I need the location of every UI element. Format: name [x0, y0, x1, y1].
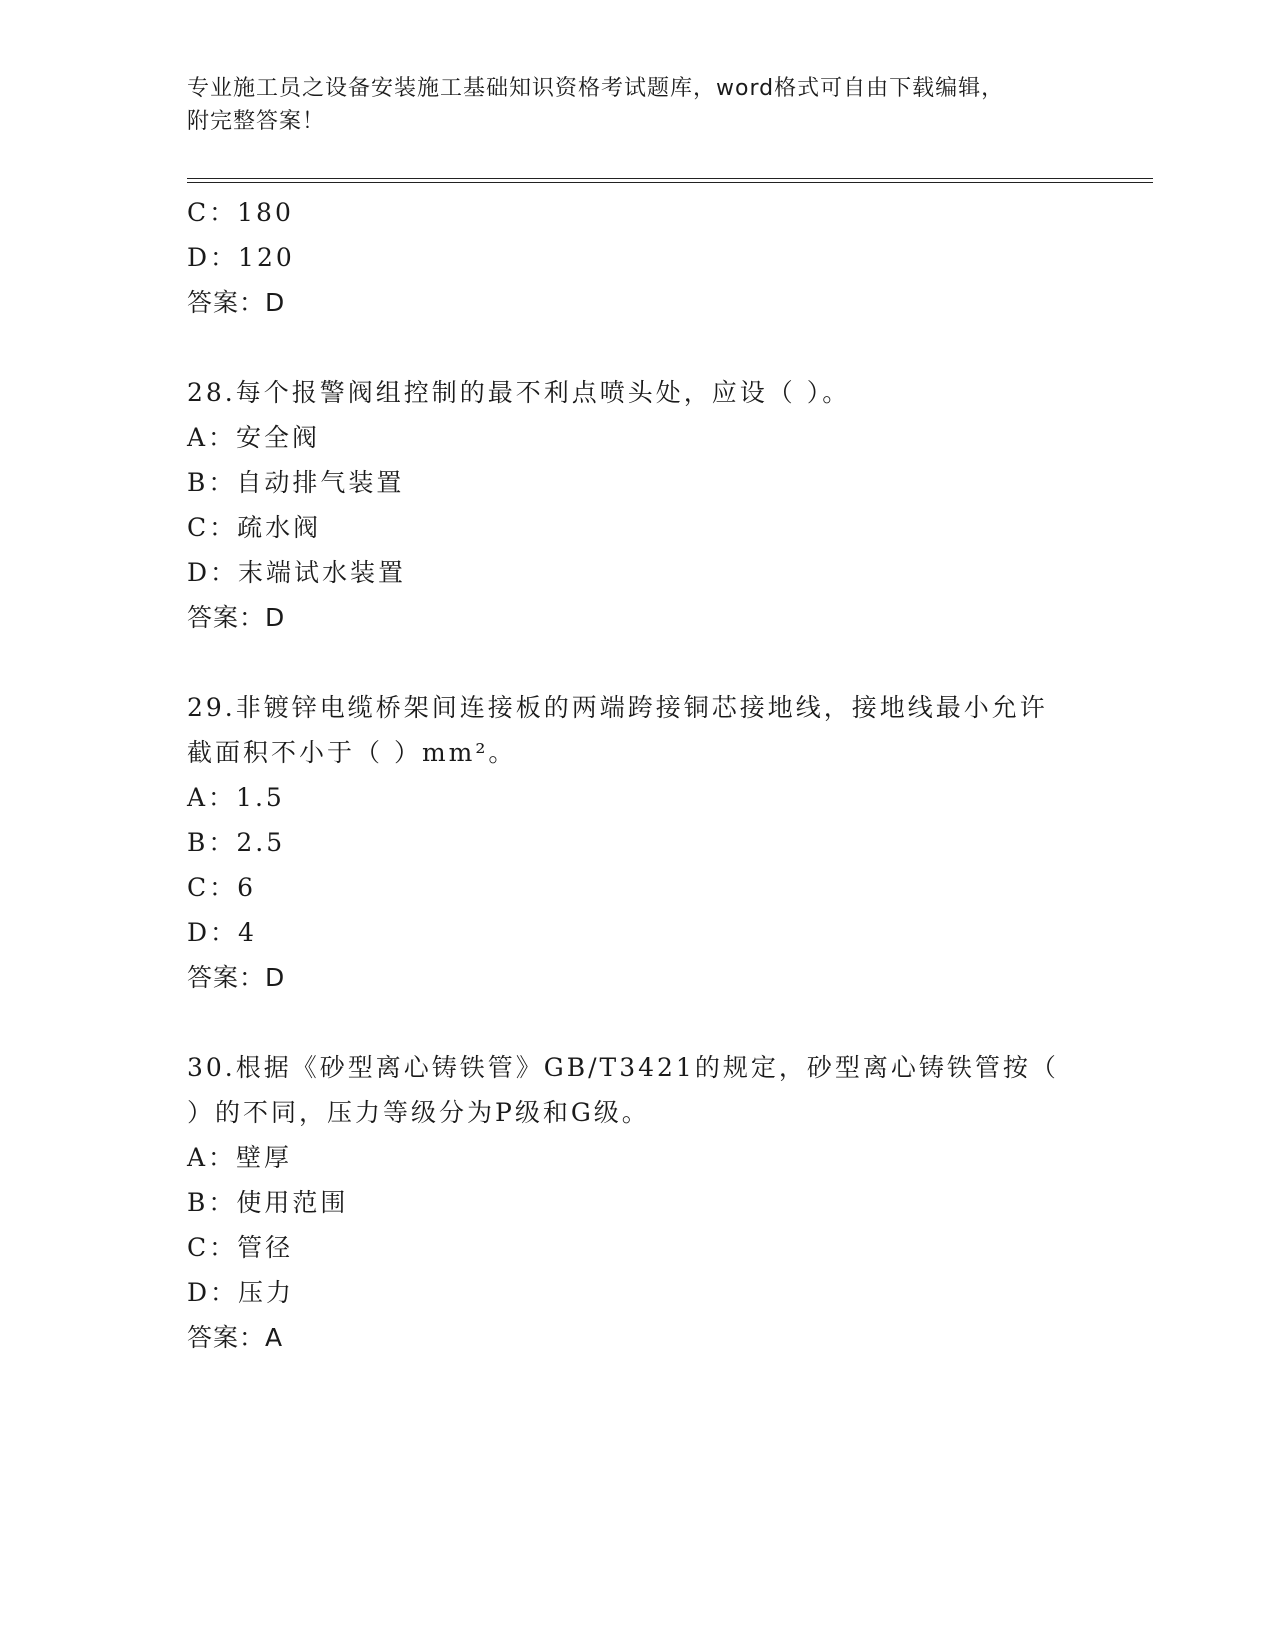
q28-option-a: A：安全阀: [187, 423, 321, 452]
q29-answer: 答案：D: [187, 963, 286, 992]
q30-answer: 答案：A: [187, 1323, 284, 1352]
q30-option-c: C：管径: [187, 1233, 294, 1262]
q30-option-d: D：压力: [187, 1278, 295, 1307]
q28-answer: 答案：D: [187, 603, 286, 632]
q28-option-c: C：疏水阀: [187, 513, 322, 542]
q28-option-b: B：自动排气装置: [187, 468, 405, 497]
q30-option-a: A：壁厚: [187, 1143, 293, 1172]
q30-stem-line-2: ）的不同，压力等级分为P级和G级。: [187, 1098, 650, 1127]
q28-option-d: D：末端试水装置: [187, 558, 407, 587]
prev-answer: 答案：D: [187, 288, 286, 317]
prev-option-d: D：120: [187, 243, 295, 272]
header-divider-top: [187, 178, 1153, 179]
q29-stem-line-1: 29.非镀锌电缆桥架间连接板的两端跨接铜芯接地线，接地线最小允许: [187, 693, 1048, 722]
q30-stem-line-1: 30.根据《砂型离心铸铁管》GB/T3421的规定，砂型离心铸铁管按（: [187, 1053, 1059, 1082]
q30-option-b: B：使用范围: [187, 1188, 349, 1217]
q29-option-a: A：1.5: [187, 783, 285, 812]
q29-option-c: C：6: [187, 873, 257, 902]
q29-stem-line-2: 截面积不小于（ ）mm²。: [187, 738, 517, 767]
q29-option-b: B：2.5: [187, 828, 286, 857]
header-line-1: 专业施工员之设备安装施工基础知识资格考试题库，word格式可自由下载编辑，: [187, 76, 1005, 101]
document-header: [187, 72, 1087, 138]
q29-option-d: D：4: [187, 918, 257, 947]
header-line-2: 附完整答案！: [187, 109, 326, 134]
q28-stem: 28.每个报警阀组控制的最不利点喷头处，应设（ ）。: [187, 378, 851, 407]
header-divider-bottom: [187, 182, 1153, 183]
prev-option-c: C：180: [187, 198, 294, 227]
